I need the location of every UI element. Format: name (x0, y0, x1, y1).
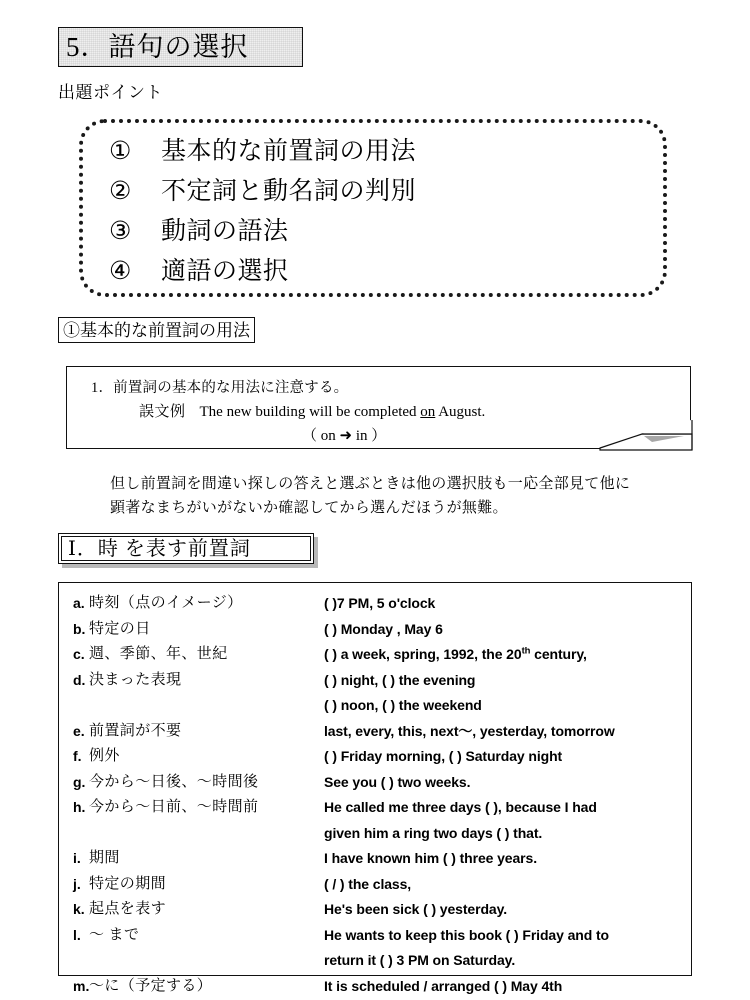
point-item (109, 252, 663, 292)
row-value-post: century, (530, 646, 587, 662)
page-title-box (58, 27, 303, 67)
row-key: b. (73, 620, 86, 637)
table-row (59, 642, 691, 668)
row-label: 〜 まで (89, 926, 140, 943)
table-row (59, 974, 691, 1000)
point-text: 不定詞と動名詞の判別 (161, 178, 417, 205)
row-label: 特定の期間 (89, 875, 167, 892)
section-2-heading-box (58, 533, 314, 564)
table-row (59, 795, 691, 821)
row-key: g. (73, 773, 86, 790)
row-label: 〜に（予定する） (89, 977, 213, 994)
row-value: ( ) Monday , May 6 (324, 620, 443, 637)
row-value: It is scheduled / arranged ( ) May 4th (324, 977, 563, 994)
table-row-continuation (59, 948, 691, 974)
example-note-box (66, 366, 691, 449)
row-value (324, 642, 691, 667)
section-1-note (110, 472, 630, 520)
table-row (59, 719, 691, 745)
row-value: I have known him ( ) three years. (324, 850, 537, 866)
table-row (59, 923, 691, 949)
row-value: He's been sick ( ) yesterday. (324, 901, 508, 917)
row-key: i. (73, 850, 81, 866)
row-value: given him a ring two days ( ) that. (324, 824, 543, 841)
point-item (109, 172, 663, 212)
exam-points-box (79, 119, 667, 297)
row-key: f. (73, 748, 82, 764)
row-key: l. (73, 926, 81, 943)
section-1-heading-box (58, 317, 255, 343)
section-2-heading: Ⅰ．時 を表す前置詞 (68, 537, 251, 560)
row-value: return it ( ) 3 PM on Saturday. (324, 952, 516, 968)
row-value-superscript: th (521, 645, 531, 657)
row-key: k. (73, 901, 85, 917)
row-key: c. (73, 646, 85, 662)
row-key: d. (73, 671, 86, 688)
section-1-heading: ①基本的な前置詞の用法 (63, 320, 250, 340)
table-row (59, 617, 691, 643)
row-label: 起点を表す (89, 901, 167, 917)
page-title: 5．語句の選択 (66, 31, 249, 62)
section-2-heading-inner (61, 536, 311, 561)
row-value: See you ( ) two weeks. (324, 773, 471, 790)
point-number: ① (109, 138, 132, 165)
point-number: ② (109, 178, 132, 205)
row-label: 今から〜日後、〜時間後 (89, 773, 259, 790)
point-text: 基本的な前置詞の用法 (161, 138, 417, 165)
note-line-1: 但し前置詞を間違い探しの答えと選ぶときは他の選択肢も一応全部見て他に (110, 476, 631, 492)
row-value: ( ) noon, ( ) the weekend (324, 697, 482, 713)
row-key: m. (73, 977, 90, 994)
row-label: 例外 (89, 748, 120, 764)
row-value: He called me three days ( ), because I had (324, 799, 597, 815)
point-number: ③ (109, 218, 132, 245)
point-item (109, 132, 663, 172)
table-row-continuation (59, 821, 691, 847)
row-value: ( )7 PM, 5 o'clock (324, 595, 436, 611)
example-sentence-after: August. (435, 404, 486, 420)
point-text: 動詞の語法 (161, 218, 289, 245)
row-label: 時刻（点のイメージ） (89, 595, 243, 611)
row-label: 特定の日 (89, 620, 151, 637)
row-value: ( / ) the class, (324, 875, 412, 892)
table-row (59, 872, 691, 898)
example-rule-text: 1．前置詞の基本的な用法に注意する。 (91, 380, 349, 396)
row-key: e. (73, 722, 85, 739)
point-number: ④ (109, 258, 132, 285)
row-key: a. (73, 595, 85, 611)
row-label: 前置詞が不要 (89, 722, 182, 739)
table-row (59, 668, 691, 694)
point-text: 適語の選択 (161, 258, 289, 285)
row-label: 週、季節、年、世紀 (89, 646, 228, 662)
table-row (59, 591, 691, 617)
table-row (59, 744, 691, 770)
example-sentence-underlined: on (420, 404, 436, 420)
preposition-table (58, 582, 692, 994)
row-value: He wants to keep this book ( ) Friday and to (324, 926, 609, 943)
point-item (109, 212, 663, 252)
row-key: h. (73, 799, 86, 815)
table-row (59, 846, 691, 872)
row-label: 今から〜日前、〜時間前 (89, 799, 259, 815)
note-line-2: 顕著なまちがいがないか確認してから選んだほうが無難。 (110, 500, 508, 516)
table-row (59, 897, 691, 923)
table-row-continuation (59, 693, 691, 719)
row-value: last, every, this, next〜, yesterday, tomorrow (324, 722, 615, 739)
exam-point-label: 出題ポイント (58, 83, 163, 102)
example-label: 誤文例 (139, 404, 186, 420)
row-value: ( ) night, ( ) the evening (324, 671, 476, 688)
row-label: 決まった表現 (89, 671, 182, 688)
row-label: 期間 (89, 850, 120, 866)
row-value: ( ) Friday morning, ( ) Saturday night (324, 748, 563, 764)
table-row (59, 770, 691, 796)
example-correction: （ on ➜ in ） (302, 428, 387, 444)
row-value-pre: ( ) a week, spring, 1992, the 20 (324, 646, 522, 662)
example-sentence-before: The new building will be completed (199, 404, 421, 420)
row-key: j. (73, 875, 81, 892)
example-sentence-row (139, 400, 485, 421)
